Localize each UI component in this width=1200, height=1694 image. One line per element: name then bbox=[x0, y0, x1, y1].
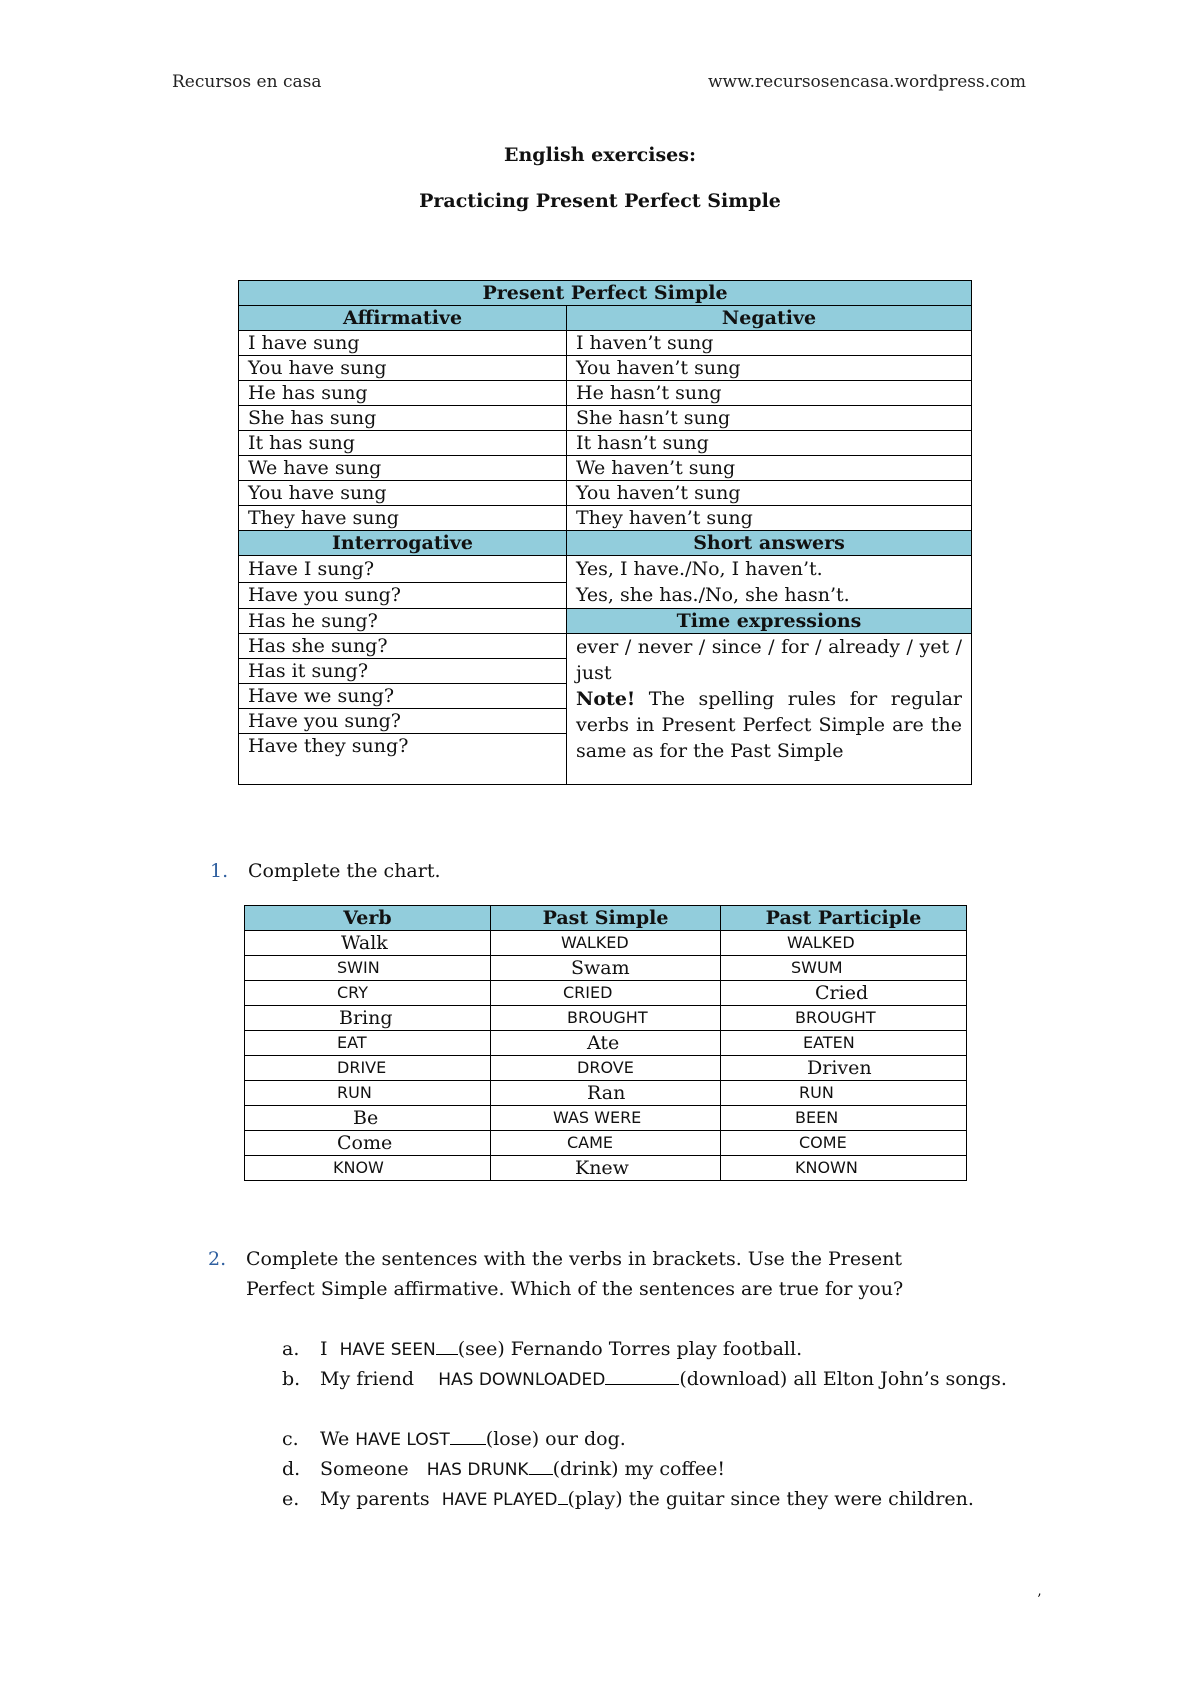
answer-fill: HAS DRUNK bbox=[426, 1460, 529, 1480]
past-simple-cell: Ran bbox=[491, 1081, 721, 1106]
table-row bbox=[239, 406, 972, 431]
past-simple-cell: Knew bbox=[491, 1156, 721, 1181]
sentence-d bbox=[282, 1454, 1080, 1485]
sentence-post: (see) Fernando Torres play football. bbox=[457, 1338, 803, 1360]
affirmative-cell: You have sung bbox=[239, 481, 567, 506]
interrogative-cell: Have you sung? bbox=[239, 582, 567, 609]
answer-fill: HAVE LOST bbox=[355, 1430, 450, 1450]
affirmative-cell: She has sung bbox=[239, 406, 567, 431]
interrogative-header: Interrogative bbox=[239, 531, 567, 556]
table-row bbox=[245, 931, 967, 956]
header-right: www.recursosencasa.wordpress.com bbox=[708, 72, 1027, 92]
negative-cell: We haven’t sung bbox=[567, 456, 972, 481]
table-row bbox=[245, 1131, 967, 1156]
sentence-a bbox=[282, 1334, 1080, 1365]
verb-cell: RUN bbox=[245, 1081, 491, 1106]
negative-cell: It hasn’t sung bbox=[567, 431, 972, 456]
past-participle-cell: RUN bbox=[721, 1081, 967, 1106]
sentence-e bbox=[282, 1484, 980, 1515]
short-answers-cell bbox=[567, 556, 972, 609]
sentence-letter: c. bbox=[282, 1428, 299, 1450]
sentence-pre: We bbox=[320, 1428, 356, 1450]
sentence-c bbox=[282, 1424, 1080, 1455]
table-row bbox=[239, 331, 972, 356]
answer-fill: HAVE PLAYED bbox=[441, 1490, 558, 1510]
affirmative-cell: He has sung bbox=[239, 381, 567, 406]
table-row bbox=[245, 956, 967, 981]
past-participle-header: Past Participle bbox=[721, 906, 967, 931]
short-answers-header: Short answers bbox=[567, 531, 972, 556]
interrogative-cell: Have they sung? bbox=[239, 734, 567, 785]
sentence-post: (lose) our dog. bbox=[485, 1428, 626, 1450]
negative-cell: They haven’t sung bbox=[567, 506, 972, 531]
blank-line bbox=[529, 1456, 553, 1475]
table-row bbox=[245, 1056, 967, 1081]
verb-cell: CRY bbox=[245, 981, 491, 1006]
affirmative-cell: You have sung bbox=[239, 356, 567, 381]
past-simple-cell: DROVE bbox=[491, 1056, 721, 1081]
past-participle-cell: Driven bbox=[721, 1056, 967, 1081]
sentence-pre: My parents bbox=[320, 1488, 442, 1510]
past-participle-cell: WALKED bbox=[721, 931, 967, 956]
table-row bbox=[239, 431, 972, 456]
exercise2-instruction-line1: Complete the sentences with the verbs in brackets. Use the Present bbox=[246, 1248, 902, 1270]
answer-fill: HAVE SEEN bbox=[339, 1340, 436, 1360]
table-row bbox=[245, 1031, 967, 1056]
table-row bbox=[239, 481, 972, 506]
sentence-pre: Someone bbox=[320, 1458, 427, 1480]
table-row bbox=[245, 1006, 967, 1031]
verb-cell: EAT bbox=[245, 1031, 491, 1056]
sentence-post: (download) all Elton John’s songs. bbox=[679, 1368, 1007, 1390]
past-simple-cell: BROUGHT bbox=[491, 1006, 721, 1031]
affirmative-header: Affirmative bbox=[239, 306, 567, 331]
note-text: The spelling rules for regular verbs in Present Perfect Simple are the same as for the Past Simple bbox=[576, 688, 963, 762]
affirmative-cell: We have sung bbox=[239, 456, 567, 481]
table-row bbox=[245, 1081, 967, 1106]
past-participle-cell: BROUGHT bbox=[721, 1006, 967, 1031]
negative-cell: I haven’t sung bbox=[567, 331, 972, 356]
verb-cell: SWIN bbox=[245, 956, 491, 981]
interrogative-cell: Have I sung? bbox=[239, 556, 567, 583]
verb-cell: Bring bbox=[245, 1006, 491, 1031]
time-expressions-cell bbox=[567, 634, 972, 785]
interrogative-cell: Has he sung? bbox=[239, 609, 567, 634]
sentence-post: (drink) my coffee! bbox=[552, 1458, 726, 1480]
interrogative-cell: Has she sung? bbox=[239, 634, 567, 659]
answer-fill: HAS DOWNLOADED bbox=[438, 1370, 606, 1390]
table-row bbox=[239, 381, 972, 406]
affirmative-cell: They have sung bbox=[239, 506, 567, 531]
verb-cell: Come bbox=[245, 1131, 491, 1156]
exercise1-instruction: Complete the chart. bbox=[248, 860, 441, 882]
verb-header: Verb bbox=[245, 906, 491, 931]
past-simple-cell: CRIED bbox=[491, 981, 721, 1006]
sentence-letter: d. bbox=[282, 1458, 301, 1480]
exercise2-instruction-line2: Perfect Simple affirmative. Which of the sentences are true for you? bbox=[246, 1278, 904, 1300]
verb-cell: DRIVE bbox=[245, 1056, 491, 1081]
negative-cell: He hasn’t sung bbox=[567, 381, 972, 406]
negative-cell: You haven’t sung bbox=[567, 356, 972, 381]
negative-header: Negative bbox=[567, 306, 972, 331]
table-row bbox=[245, 1106, 967, 1131]
page-title: English exercises: bbox=[504, 144, 696, 166]
past-participle-cell: KNOWN bbox=[721, 1156, 967, 1181]
sentence-letter: a. bbox=[282, 1338, 300, 1360]
sentence-pre: I bbox=[320, 1338, 340, 1360]
blank-line bbox=[436, 1336, 458, 1355]
past-simple-cell: Swam bbox=[491, 956, 721, 981]
table-row bbox=[239, 506, 972, 531]
table-row bbox=[239, 456, 972, 481]
past-participle-cell: Cried bbox=[721, 981, 967, 1006]
short-answer: Yes, she has./No, she hasn’t. bbox=[576, 584, 850, 606]
table-row bbox=[245, 981, 967, 1006]
negative-cell: You haven’t sung bbox=[567, 481, 972, 506]
page-mark: ’ bbox=[1037, 1592, 1042, 1608]
interrogative-cell: Have you sung? bbox=[239, 709, 567, 734]
verb-cell: KNOW bbox=[245, 1156, 491, 1181]
time-expressions-text: ever / never / since / for / already / yet / just bbox=[576, 636, 963, 684]
sentence-post: (play) the guitar since they were children. bbox=[567, 1488, 974, 1510]
exercise1-number: 1. bbox=[210, 860, 229, 882]
affirmative-cell: It has sung bbox=[239, 431, 567, 456]
blank-line bbox=[605, 1366, 679, 1385]
affirmative-cell: I have sung bbox=[239, 331, 567, 356]
verb-cell: Be bbox=[245, 1106, 491, 1131]
past-simple-cell: WAS WERE bbox=[491, 1106, 721, 1131]
exercise2-number: 2. bbox=[208, 1248, 227, 1270]
table-row bbox=[245, 1156, 967, 1181]
verb-cell: Walk bbox=[245, 931, 491, 956]
past-participle-cell: COME bbox=[721, 1131, 967, 1156]
past-simple-cell: WALKED bbox=[491, 931, 721, 956]
past-simple-cell: Ate bbox=[491, 1031, 721, 1056]
page-subtitle: Practicing Present Perfect Simple bbox=[419, 190, 781, 212]
blank-line bbox=[558, 1486, 568, 1505]
negative-cell: She hasn’t sung bbox=[567, 406, 972, 431]
table-row bbox=[239, 356, 972, 381]
grammar-table-title: Present Perfect Simple bbox=[239, 281, 972, 306]
blank-line bbox=[450, 1426, 486, 1445]
interrogative-cell: Has it sung? bbox=[239, 659, 567, 684]
note-label: Note! bbox=[576, 688, 636, 710]
spelling-note bbox=[576, 686, 962, 764]
header-left: Recursos en casa bbox=[172, 72, 322, 92]
past-participle-cell: BEEN bbox=[721, 1106, 967, 1131]
past-participle-cell: SWUM bbox=[721, 956, 967, 981]
short-answer: Yes, I have./No, I haven’t. bbox=[576, 558, 823, 580]
sentence-letter: e. bbox=[282, 1488, 300, 1510]
verb-chart bbox=[244, 905, 967, 1181]
sentence-pre: My friend bbox=[320, 1368, 439, 1390]
sentence-b bbox=[282, 1364, 1080, 1395]
grammar-table bbox=[238, 280, 972, 785]
past-simple-header: Past Simple bbox=[491, 906, 721, 931]
past-participle-cell: EATEN bbox=[721, 1031, 967, 1056]
past-simple-cell: CAME bbox=[491, 1131, 721, 1156]
interrogative-cell: Have we sung? bbox=[239, 684, 567, 709]
time-expressions-header: Time expressions bbox=[567, 609, 972, 634]
sentence-letter: b. bbox=[282, 1368, 301, 1390]
